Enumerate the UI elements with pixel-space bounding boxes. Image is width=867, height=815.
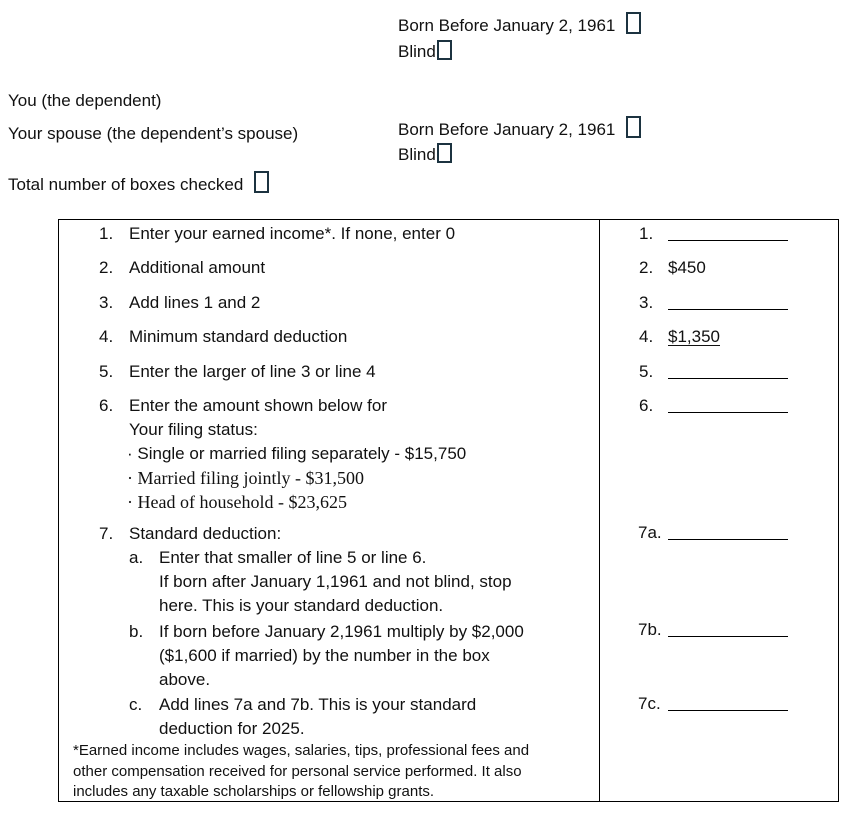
answer-7a-field[interactable] (668, 539, 788, 540)
answer-2-label: 2. (639, 258, 654, 277)
answer-1-field[interactable] (668, 240, 788, 241)
line-3-number: 3. (99, 293, 114, 312)
line-7-text: Standard deduction: (129, 524, 282, 543)
line-3-text: Add lines 1 and 2 (129, 293, 261, 312)
line-7b-text-3: above. (159, 670, 211, 689)
line-7a-text-2: If born after January 1,1961 and not blind, stop (159, 572, 512, 591)
answer-7a-label: 7a. (638, 523, 662, 542)
spouse-blind-label: Blind (398, 145, 436, 164)
line-7c-letter: c. (129, 695, 143, 714)
line-6-number: 6. (99, 396, 114, 415)
filing-status-joint: · Married filing jointly - $31,500 (127, 468, 364, 488)
spouse-born-before-row (398, 116, 641, 140)
answer-5-label: 5. (639, 362, 654, 381)
answer-7c-label: 7c. (638, 694, 661, 713)
answer-7b-field[interactable] (668, 636, 788, 637)
filing-status-head-of-household: · Head of household - $23,625 (127, 492, 347, 512)
answer-6-label: 6. (639, 396, 654, 415)
spouse-born-before-label: Born Before January 2, 1961 (398, 120, 616, 139)
you-born-before-checkbox[interactable] (626, 12, 641, 34)
answer-5-field[interactable] (668, 378, 788, 379)
standard-deduction-worksheet (58, 219, 839, 802)
line-7b-text-1: If born before January 2,1961 multiply by $2,000 (159, 622, 524, 641)
footnote-line-1: *Earned income includes wages, salaries, tips, professional fees and (73, 742, 530, 759)
line-6-text-2: Your filing status: (129, 420, 258, 439)
answer-7c-field[interactable] (668, 710, 788, 711)
spouse-born-before-checkbox[interactable] (626, 116, 641, 138)
answer-6-field[interactable] (668, 412, 788, 413)
line-1-text: Enter your earned income*. If none, enter 0 (129, 224, 456, 243)
line-6-text: Enter the amount shown below for (129, 396, 387, 415)
line-2-text: Additional amount (129, 258, 266, 277)
line-7c-text-2: deduction for 2025. (159, 719, 305, 738)
total-boxes-field[interactable] (254, 171, 269, 193)
column-divider (599, 220, 600, 801)
line-7c-text-1: Add lines 7a and 7b. This is your standard (159, 695, 477, 714)
filing-status-single: · Single or married filing separately - $15,750 (127, 444, 467, 463)
spouse-blind-row (398, 143, 452, 165)
you-born-before-row (398, 12, 641, 36)
answer-4-label: 4. (639, 327, 654, 346)
answer-7b-label: 7b. (638, 620, 662, 639)
answer-3-label: 3. (639, 293, 654, 312)
spouse-label: Your spouse (the dependent’s spouse) (8, 124, 299, 143)
line-2-number: 2. (99, 258, 114, 277)
you-blind-row (398, 40, 452, 62)
answer-2-value: $450 (668, 258, 706, 277)
total-boxes-label: Total number of boxes checked (8, 175, 244, 194)
line-7b-text-2: ($1,600 if married) by the number in the box (159, 646, 490, 665)
line-5-text: Enter the larger of line 3 or line 4 (129, 362, 376, 381)
line-7a-text-1: Enter that smaller of line 5 or line 6. (159, 548, 427, 567)
line-7a-text-3: here. This is your standard deduction. (159, 596, 444, 615)
answer-4-value: $1,350 (668, 327, 720, 346)
line-5-number: 5. (99, 362, 114, 381)
spouse-blind-checkbox[interactable] (437, 143, 452, 163)
you-blind-checkbox[interactable] (437, 40, 452, 60)
line-4-text: Minimum standard deduction (129, 327, 348, 346)
line-1-number: 1. (99, 224, 114, 243)
line-4-number: 4. (99, 327, 114, 346)
answer-3-field[interactable] (668, 309, 788, 310)
line-7a-letter: a. (129, 548, 144, 567)
total-boxes-row (8, 171, 269, 195)
footnote-line-3: includes any taxable scholarships or fellowship grants. (73, 783, 435, 800)
you-label: You (the dependent) (8, 91, 162, 110)
answer-1-label: 1. (639, 224, 654, 243)
footnote-line-2: other compensation received for personal service performed. It also (73, 763, 522, 780)
you-blind-label: Blind (398, 42, 436, 61)
line-7b-letter: b. (129, 622, 144, 641)
you-born-before-label: Born Before January 2, 1961 (398, 16, 616, 35)
line-7-number: 7. (99, 524, 114, 543)
